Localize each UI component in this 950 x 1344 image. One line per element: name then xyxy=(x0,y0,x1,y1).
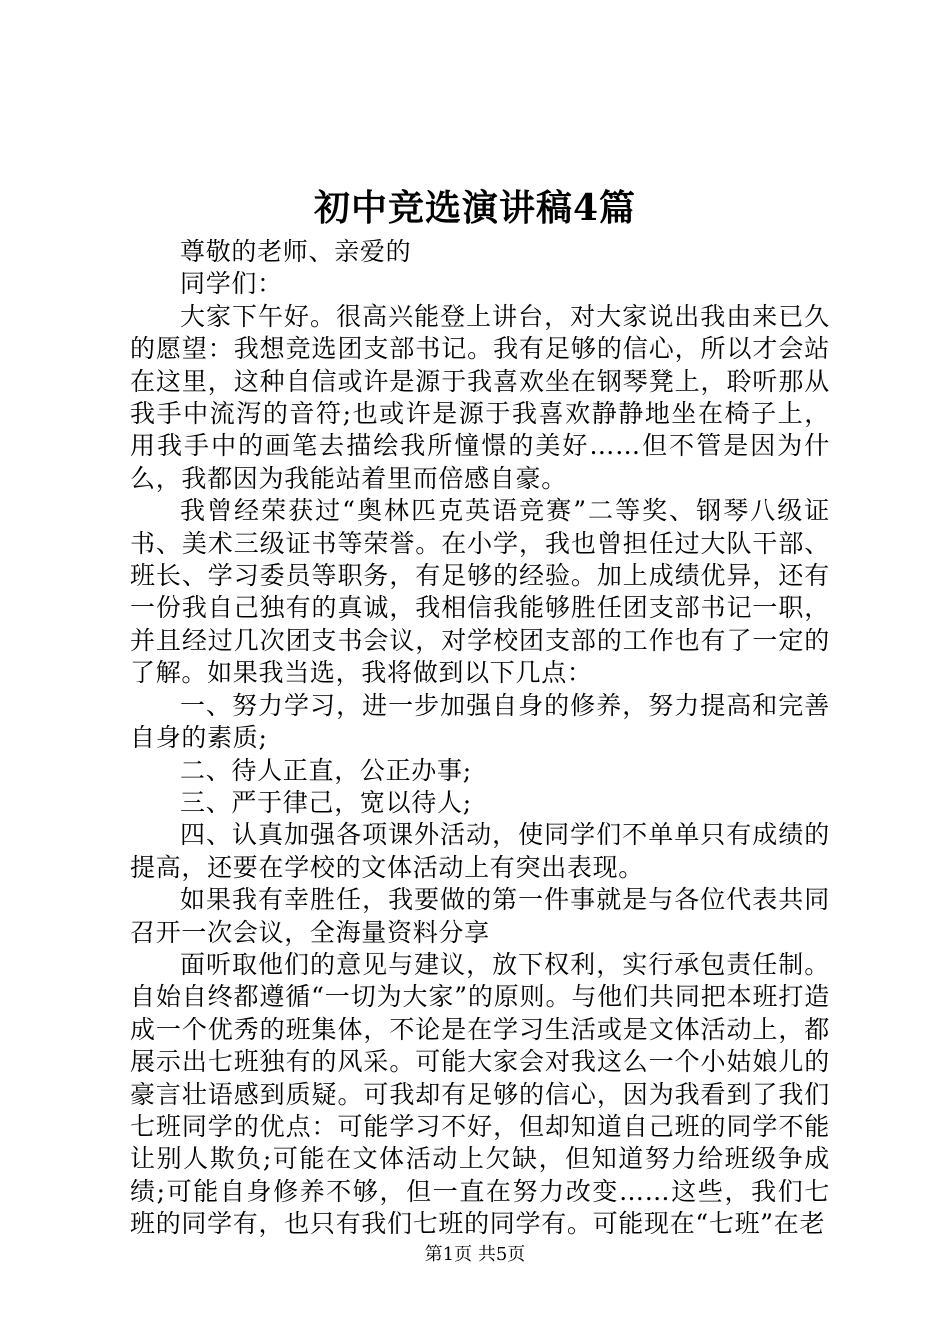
document-title: 初中竞选演讲稿4篇 xyxy=(313,187,637,229)
paragraph-salutation: 尊敬的老师、亲爱的 xyxy=(180,237,412,266)
page-footer: 第1页 共5页 xyxy=(424,1244,526,1265)
list-item: 三、严于律己，宽以待人; xyxy=(180,787,472,817)
paragraph: 如果我有幸胜任，我要做的第一件事就是与各位代表共同召开一次会议，全海量资料分享 xyxy=(130,885,830,947)
document-body xyxy=(130,236,830,1241)
list-item: 四、认真加强各项课外活动，使同学们不单单只有成绩的提高，还要在学校的文体活动上有突出表现。 xyxy=(130,820,830,882)
list-item: 二、待人正直，公正办事; xyxy=(180,755,472,785)
list-item: 一、努力学习，进一步加强自身的修养，努力提高和完善自身的素质; xyxy=(130,690,830,753)
paragraph: 我曾经荣获过“奥林匹克英语竞赛”二等奖、钢琴八级证书、美术三级证书等荣誉。在小学，我也曾担任过大队干部、班长、学习委员等职务，有足够的经验。加上成绩优异，还有一份我自己独有的真诚，我相信我能够胜任团支部书记一职，并且经过几次团支书会议，对学校团支部的工作也有了一定的了解。如果我当选，我将做到以下几点： xyxy=(130,496,830,688)
paragraph: 面听取他们的意见与建议，放下权利，实行承包责任制。自始自终都遵循“一切为大家”的原则。与他们共同把本班打造成一个优秀的班集体，不论是在学习生活或是文体活动上，都展示出七班独有的风采。可能大家会对我这么一个小姑娘儿的豪言壮语感到质疑。可我却有足够的信心，因为我看到了我们七班同学的优点：可能学习不好，但却知道自己班的同学不能让别人欺负;可能在文体活动上欠缺，但知道努力给班级争成绩;可能自身修养不够，但一直在努力改变……这些，我们七班的同学有，也只有我们七班的同学有。可能现在“七班”在老 xyxy=(130,949,830,1239)
paragraph-salutation-cont: 同学们： xyxy=(180,269,283,299)
paragraph: 大家下午好。很高兴能登上讲台，对大家说出我由来已久的愿望：我想竞选团支部书记。我有足够的信心，所以才会站在这里，这种自信或许是源于我喜欢坐在钢琴凳上，聆听那从我手中流泻的音符;也或许是源于我喜欢静静地坐在椅子上，用我手中的画笔去描绘我所憧憬的美好……但不管是因为什么，我都因为我能站着里而倍感自豪。 xyxy=(130,301,830,493)
